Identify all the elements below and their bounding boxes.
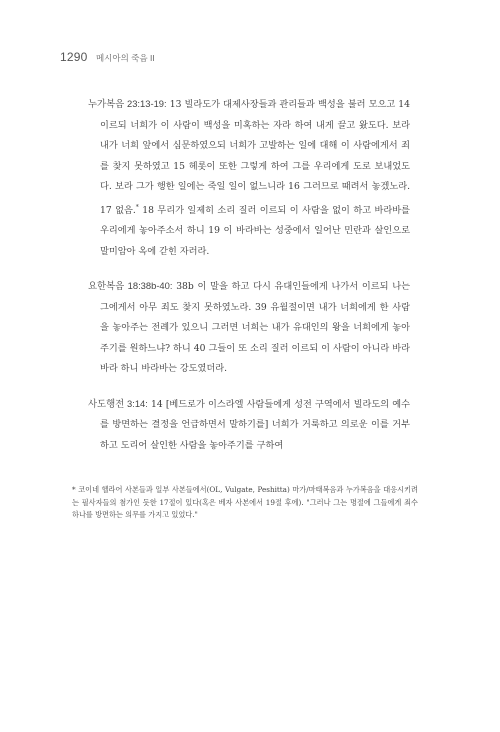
main-text xyxy=(88,94,410,470)
passage-luke xyxy=(88,94,410,262)
footnote-marker: * xyxy=(72,485,76,494)
passage-text: 13 빌라도가 대제사장들과 관리들과 백성을 불러 모으고 14 이르되 너희가 이 사람이 백성을 미혹하는 자라 하여 내게 끌고 왔도다. 보라 내가 너희 앞에서 심문하였으되 너희가 고발하는 일에 대해 이 사람에게서 죄를 찾지 못하였고 15 헤롯이 또한 그렇게 하여 그를 우리에게 도로 보내었도다. 보라 그가 행한 일에는 죽일 일이 없느니라 16 그러므로 때려서 놓겠노라. 17 없음. xyxy=(100,99,410,216)
passage-text-continued: 18 무리가 일제히 소리 질러 이르되 이 사람을 없이 하고 바라바를 우리에게 놓아주소서 하니 19 이 바라바는 성중에서 일어난 민란과 살인으로 말미암아 옥에 갇힌 자러라. xyxy=(100,204,410,257)
passage-acts xyxy=(88,394,410,457)
passage-paragraph xyxy=(88,276,410,380)
running-title: 메시아의 죽음 II xyxy=(95,53,155,63)
passage-reference: 요한복음 18:38b-40: xyxy=(88,280,173,292)
footnote-text: 코이네 헬라어 사본들과 일부 사본들에서(OL, Vulgate, Peshitta) 마가/마태복음과 누가복음을 대응시키려는 필사자들의 첨가인 듯한 17절이 있다(혹은 베자 사본에서 19절 후에). "그러나 그는 명절에 그들에게 죄수 하나를 방면하는 의무를 가지고 있었다." xyxy=(72,485,418,519)
passage-text: 14 [베드로가 이스라엘 사람들에게 성전 구역에서 빌라도의 예수를 방면하는 결정을 언급하면서 말하기를] 너희가 거룩하고 의로운 이를 거부하고 도리어 살인한 사람을 놓아주기를 구하여 xyxy=(100,398,410,451)
page-number: 1290 xyxy=(60,50,88,64)
footnote-marker: * xyxy=(135,203,139,211)
passage-paragraph xyxy=(88,94,410,262)
passage-reference: 사도행전 3:14: xyxy=(88,397,148,409)
page-header xyxy=(60,48,155,66)
footnote xyxy=(72,484,418,522)
passage-paragraph xyxy=(88,394,410,457)
passage-john xyxy=(88,276,410,380)
passage-reference: 누가복음 23:13-19: xyxy=(88,98,167,109)
passage-text: 38b 이 말을 하고 다시 유대인들에게 나가서 이르되 나는 그에게서 아무 죄도 찾지 못하였노라. 39 유월절이면 내가 너희에게 한 사람을 놓아주는 전례가 있으니 그러면 너희는 내가 유대인의 왕을 너희에게 놓아주기를 원하느냐? 하니 40 그들이 또 소리 질러 이르되 이 사람이 아니라 바라바라 하니 바라바는 강도였더라. xyxy=(100,281,410,375)
